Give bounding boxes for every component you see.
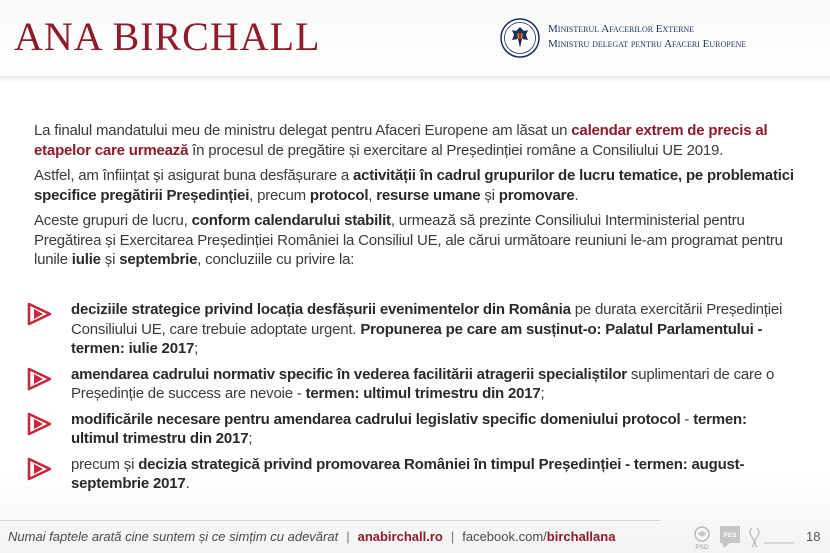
separator: | [450, 529, 455, 544]
text: , concluziile cu privire la: [197, 251, 355, 268]
bold-text: conform calendarului stabilit [191, 212, 391, 229]
red-arrow-icon [26, 411, 52, 437]
text: , urmează să prezinte Consiliului Interministerial pentru Pregătirea și Exercitarea Președinției României la Consiliul UE, ale cărui următoare reuniuni le-am programat pentru lunile [34, 212, 783, 268]
list-item [34, 455, 794, 494]
main-content [34, 121, 794, 492]
footer-text [8, 529, 615, 544]
s-d-group-logo-icon [750, 528, 794, 547]
text: . [185, 475, 190, 492]
red-arrow-icon [26, 366, 52, 392]
text: ; [248, 430, 253, 447]
ministry-block [548, 22, 746, 52]
party-logos [690, 524, 800, 550]
list-item [34, 365, 794, 404]
bold-text: modificările necesare pentru amendarea cadrului legislativ specific domeniului protocol [71, 410, 681, 428]
motto: Numai faptele arată cine suntem și ce simțim cu adevărat [8, 529, 339, 544]
header [0, 0, 830, 80]
footer-divider [0, 520, 660, 521]
bold-text: protocol [309, 186, 369, 204]
facebook-prefix: facebook.com/ [462, 529, 547, 544]
website-link[interactable]: anabirchall.ro [357, 529, 443, 544]
text: - [680, 410, 694, 428]
text: La finalul mandatului meu de ministru delegat pentru Afaceri Europene am lăsat un [34, 122, 572, 139]
list-item [34, 300, 794, 359]
paragraph-1 [34, 121, 794, 160]
red-arrow-icon [26, 456, 52, 482]
bold-text: resurse umane [376, 186, 481, 204]
text: precum și [71, 455, 139, 473]
pes-logo-icon [720, 526, 740, 548]
text: suplimentari de care o Președinție de success are nevoie - [71, 365, 775, 402]
text: , [368, 186, 377, 204]
separator: | [346, 529, 350, 544]
paragraph-3 [34, 211, 794, 270]
text: Astfel, am înființat și asigurat buna desfășurare a [34, 167, 353, 184]
bold-text: termen: ultimul trimestru din 2017 [305, 385, 541, 402]
brand-title: ANA BIRCHALL [14, 14, 321, 59]
footer [0, 520, 830, 553]
bold-text: amendarea cadrului normativ specific în vederea facilitării atragerii specialiștilor [71, 365, 627, 383]
list-item [34, 410, 794, 449]
page-number: 18 [806, 529, 821, 544]
text: și [480, 186, 499, 204]
paragraph-2 [34, 166, 794, 205]
text: , precum [249, 186, 310, 204]
text: . [574, 186, 579, 204]
pes-label: PES [723, 532, 737, 539]
bold-text: decizia strategică privind promovarea României în timpul Președinției - termen: august-septembrie 2017 [71, 455, 745, 492]
bold-text: deciziile strategice privind locația desfășurii evenimentelor din România [71, 301, 571, 318]
text: Aceste grupuri de lucru, [34, 212, 192, 229]
red-arrow-icon [26, 301, 52, 327]
highlight: calendar extrem de precis al etapelor care urmează [34, 122, 768, 159]
header-divider [0, 76, 830, 82]
bold-text: activității în cadrul grupurilor de lucru tematice, pe problematici specifice pregătirii Președinției [34, 167, 794, 204]
text: și [100, 251, 120, 268]
psd-logo-icon [695, 527, 709, 550]
facebook-link[interactable] [462, 529, 615, 544]
text: pe durata exercitării Președinției Consiliului UE, care trebuie adoptate urgent. [71, 301, 783, 338]
bold-text: termen: ultimul trimestru din 2017 [71, 410, 747, 447]
ministry-line-1: Ministerul Afacerilor Externe [548, 23, 695, 35]
psd-label: PSD [695, 544, 709, 550]
text: ; [194, 340, 199, 357]
bold-text: promovare [498, 186, 575, 204]
text: ; [540, 385, 545, 402]
bold-text: iulie [71, 251, 101, 268]
facebook-handle: birchallana [546, 529, 616, 544]
bullet-list [34, 300, 794, 500]
ministry-line-2: Ministru delegat pentru Afaceri Europene [548, 38, 747, 50]
bold-text: septembrie [119, 251, 198, 268]
romanian-government-emblem-icon [500, 18, 540, 58]
bold-text: Propunerea pe care am susținut-o: Palatul Parlamentului - termen: iulie 2017 [71, 320, 763, 357]
text: în procesul de pregătire și exercitare al Președinției române a Consiliului UE 2019. [188, 141, 724, 159]
